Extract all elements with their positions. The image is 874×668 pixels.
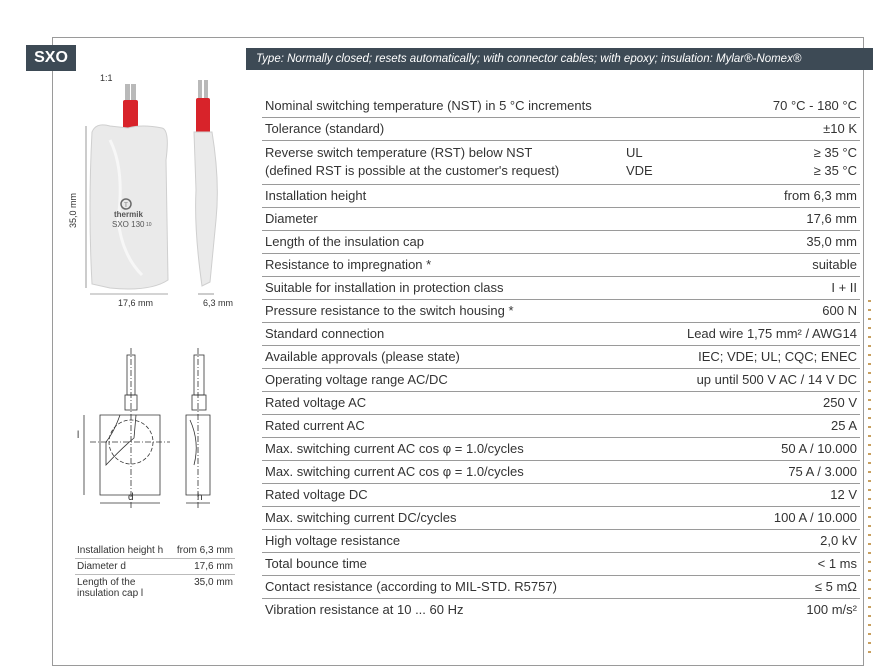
table-row — [75, 559, 235, 575]
table-row — [262, 576, 860, 599]
dim-value: 17,6 mm — [194, 561, 233, 572]
table-row — [262, 415, 860, 438]
tech-drawing-side — [186, 348, 210, 510]
spec-value: 70 °C - 180 °C — [772, 98, 857, 113]
spec-table — [262, 95, 860, 621]
spec-value: 100 A / 10.000 — [773, 510, 857, 525]
model-sub-label: 10 — [146, 222, 152, 228]
table-row — [262, 599, 860, 622]
table-row — [262, 369, 860, 392]
spec-value: 12 V — [830, 487, 857, 502]
spec-label: Length of the insulation cap — [265, 234, 425, 249]
table-row — [262, 95, 860, 118]
spec-mid-vde: VDE — [625, 163, 653, 178]
table-row — [262, 553, 860, 576]
spec-label: Rated current AC — [265, 418, 365, 433]
depth-dim-label: 6,3 mm — [203, 298, 234, 308]
spec-value: 75 A / 3.000 — [788, 464, 857, 479]
spec-value-2: ≥ 35 °C — [813, 163, 857, 178]
dim-label: Installation height h — [77, 545, 164, 556]
table-row — [262, 323, 860, 346]
table-row — [262, 300, 860, 323]
table-row — [262, 118, 860, 141]
spec-value: up until 500 V AC / 14 V DC — [696, 372, 857, 387]
spec-value: I + II — [831, 280, 857, 295]
spec-value: IEC; VDE; UL; CQC; ENEC — [698, 349, 857, 364]
table-row — [262, 254, 860, 277]
spec-value: 17,6 mm — [806, 211, 857, 226]
page-frame-bottom — [52, 665, 863, 666]
spec-value: Lead wire 1,75 mm² / AWG14 — [686, 326, 857, 341]
spec-value: 100 m/s² — [806, 602, 857, 617]
spec-label: Available approvals (please state) — [265, 349, 460, 364]
spec-label: Tolerance (standard) — [265, 121, 385, 136]
dimensions-table — [75, 543, 235, 601]
table-row — [262, 277, 860, 300]
brand-label: thermik — [114, 210, 143, 219]
table-row — [262, 185, 860, 208]
dim-label: Length of the insulation cap l — [77, 577, 144, 599]
spec-label: Rated voltage AC — [265, 395, 367, 410]
height-dim-label: 35,0 mm — [68, 192, 78, 228]
spec-value: 25 A — [830, 418, 857, 433]
spec-label: Contact resistance (according to MIL-STD. R5757) — [265, 579, 557, 594]
spec-value: ≥ 35 °C — [813, 145, 857, 160]
product-tag: SXO — [26, 45, 76, 71]
spec-label: Total bounce time — [265, 556, 367, 571]
type-banner: Type: Normally closed; resets automatically; with connector cables; with epoxy; insulation: Mylar®-Nomex® — [246, 48, 873, 70]
spec-value: 50 A / 10.000 — [781, 441, 857, 456]
letter-h: h — [197, 492, 203, 503]
spec-value: ±10 K — [823, 121, 857, 136]
spec-label: Diameter — [265, 211, 318, 226]
spec-label: Operating voltage range AC/DC — [265, 372, 448, 387]
table-row — [262, 392, 860, 415]
spec-label: Max. switching current DC/cycles — [265, 510, 457, 525]
spec-value: from 6,3 mm — [784, 188, 857, 203]
spec-label: Suitable for installation in protection class — [265, 280, 504, 295]
table-row — [262, 507, 860, 530]
spec-mid-ul: UL — [625, 145, 643, 160]
spec-label: High voltage resistance — [265, 533, 401, 548]
spec-label-note: (defined RST is possible at the customer's request) — [265, 163, 560, 178]
table-row — [262, 484, 860, 507]
spec-label: Installation height — [265, 188, 367, 203]
spec-value: < 1 ms — [817, 556, 857, 571]
spec-label: Max. switching current AC cos φ = 1.0/cycles — [265, 441, 524, 456]
dim-label: Diameter d — [77, 561, 126, 572]
table-row — [75, 575, 235, 602]
table-row — [262, 530, 860, 553]
table-row — [262, 438, 860, 461]
letter-l: l — [77, 430, 80, 441]
side-view-photo — [194, 80, 217, 286]
spec-value: ≤ 5 mΩ — [814, 579, 857, 594]
table-row — [75, 543, 235, 559]
table-row — [262, 461, 860, 484]
spec-label: Standard connection — [265, 326, 385, 341]
spec-label: Vibration resistance at 10 ... 60 Hz — [265, 602, 464, 617]
spec-value: suitable — [812, 257, 857, 272]
model-label: SXO 130 — [112, 220, 145, 229]
spec-label: Reverse switch temperature (RST) below NST — [265, 145, 533, 160]
scale-label: 1:1 — [100, 73, 113, 83]
tech-drawing-front — [84, 348, 170, 510]
spec-label: Rated voltage DC — [265, 487, 368, 502]
edge-dots — [868, 300, 871, 660]
svg-text:T: T — [124, 203, 128, 209]
table-row — [262, 141, 860, 185]
front-view-photo — [90, 84, 168, 289]
width-dim-label: 17,6 mm — [118, 298, 154, 308]
table-row — [262, 231, 860, 254]
spec-value: 2,0 kV — [820, 533, 857, 548]
spec-value: 250 V — [823, 395, 857, 410]
dim-value: from 6,3 mm — [176, 545, 233, 556]
product-drawing — [70, 70, 240, 570]
spec-label: Pressure resistance to the switch housing * — [265, 303, 514, 318]
table-row — [262, 346, 860, 369]
table-row — [262, 208, 860, 231]
dim-value: 35,0 mm — [194, 577, 233, 588]
spec-label: Resistance to impregnation * — [265, 257, 432, 272]
spec-value: 35,0 mm — [806, 234, 857, 249]
spec-label: Max. switching current AC cos φ = 1.0/cycles — [265, 464, 524, 479]
spec-label: Nominal switching temperature (NST) in 5 °C increments — [265, 98, 592, 113]
spec-value: 600 N — [822, 303, 857, 318]
letter-d: d — [128, 492, 134, 503]
